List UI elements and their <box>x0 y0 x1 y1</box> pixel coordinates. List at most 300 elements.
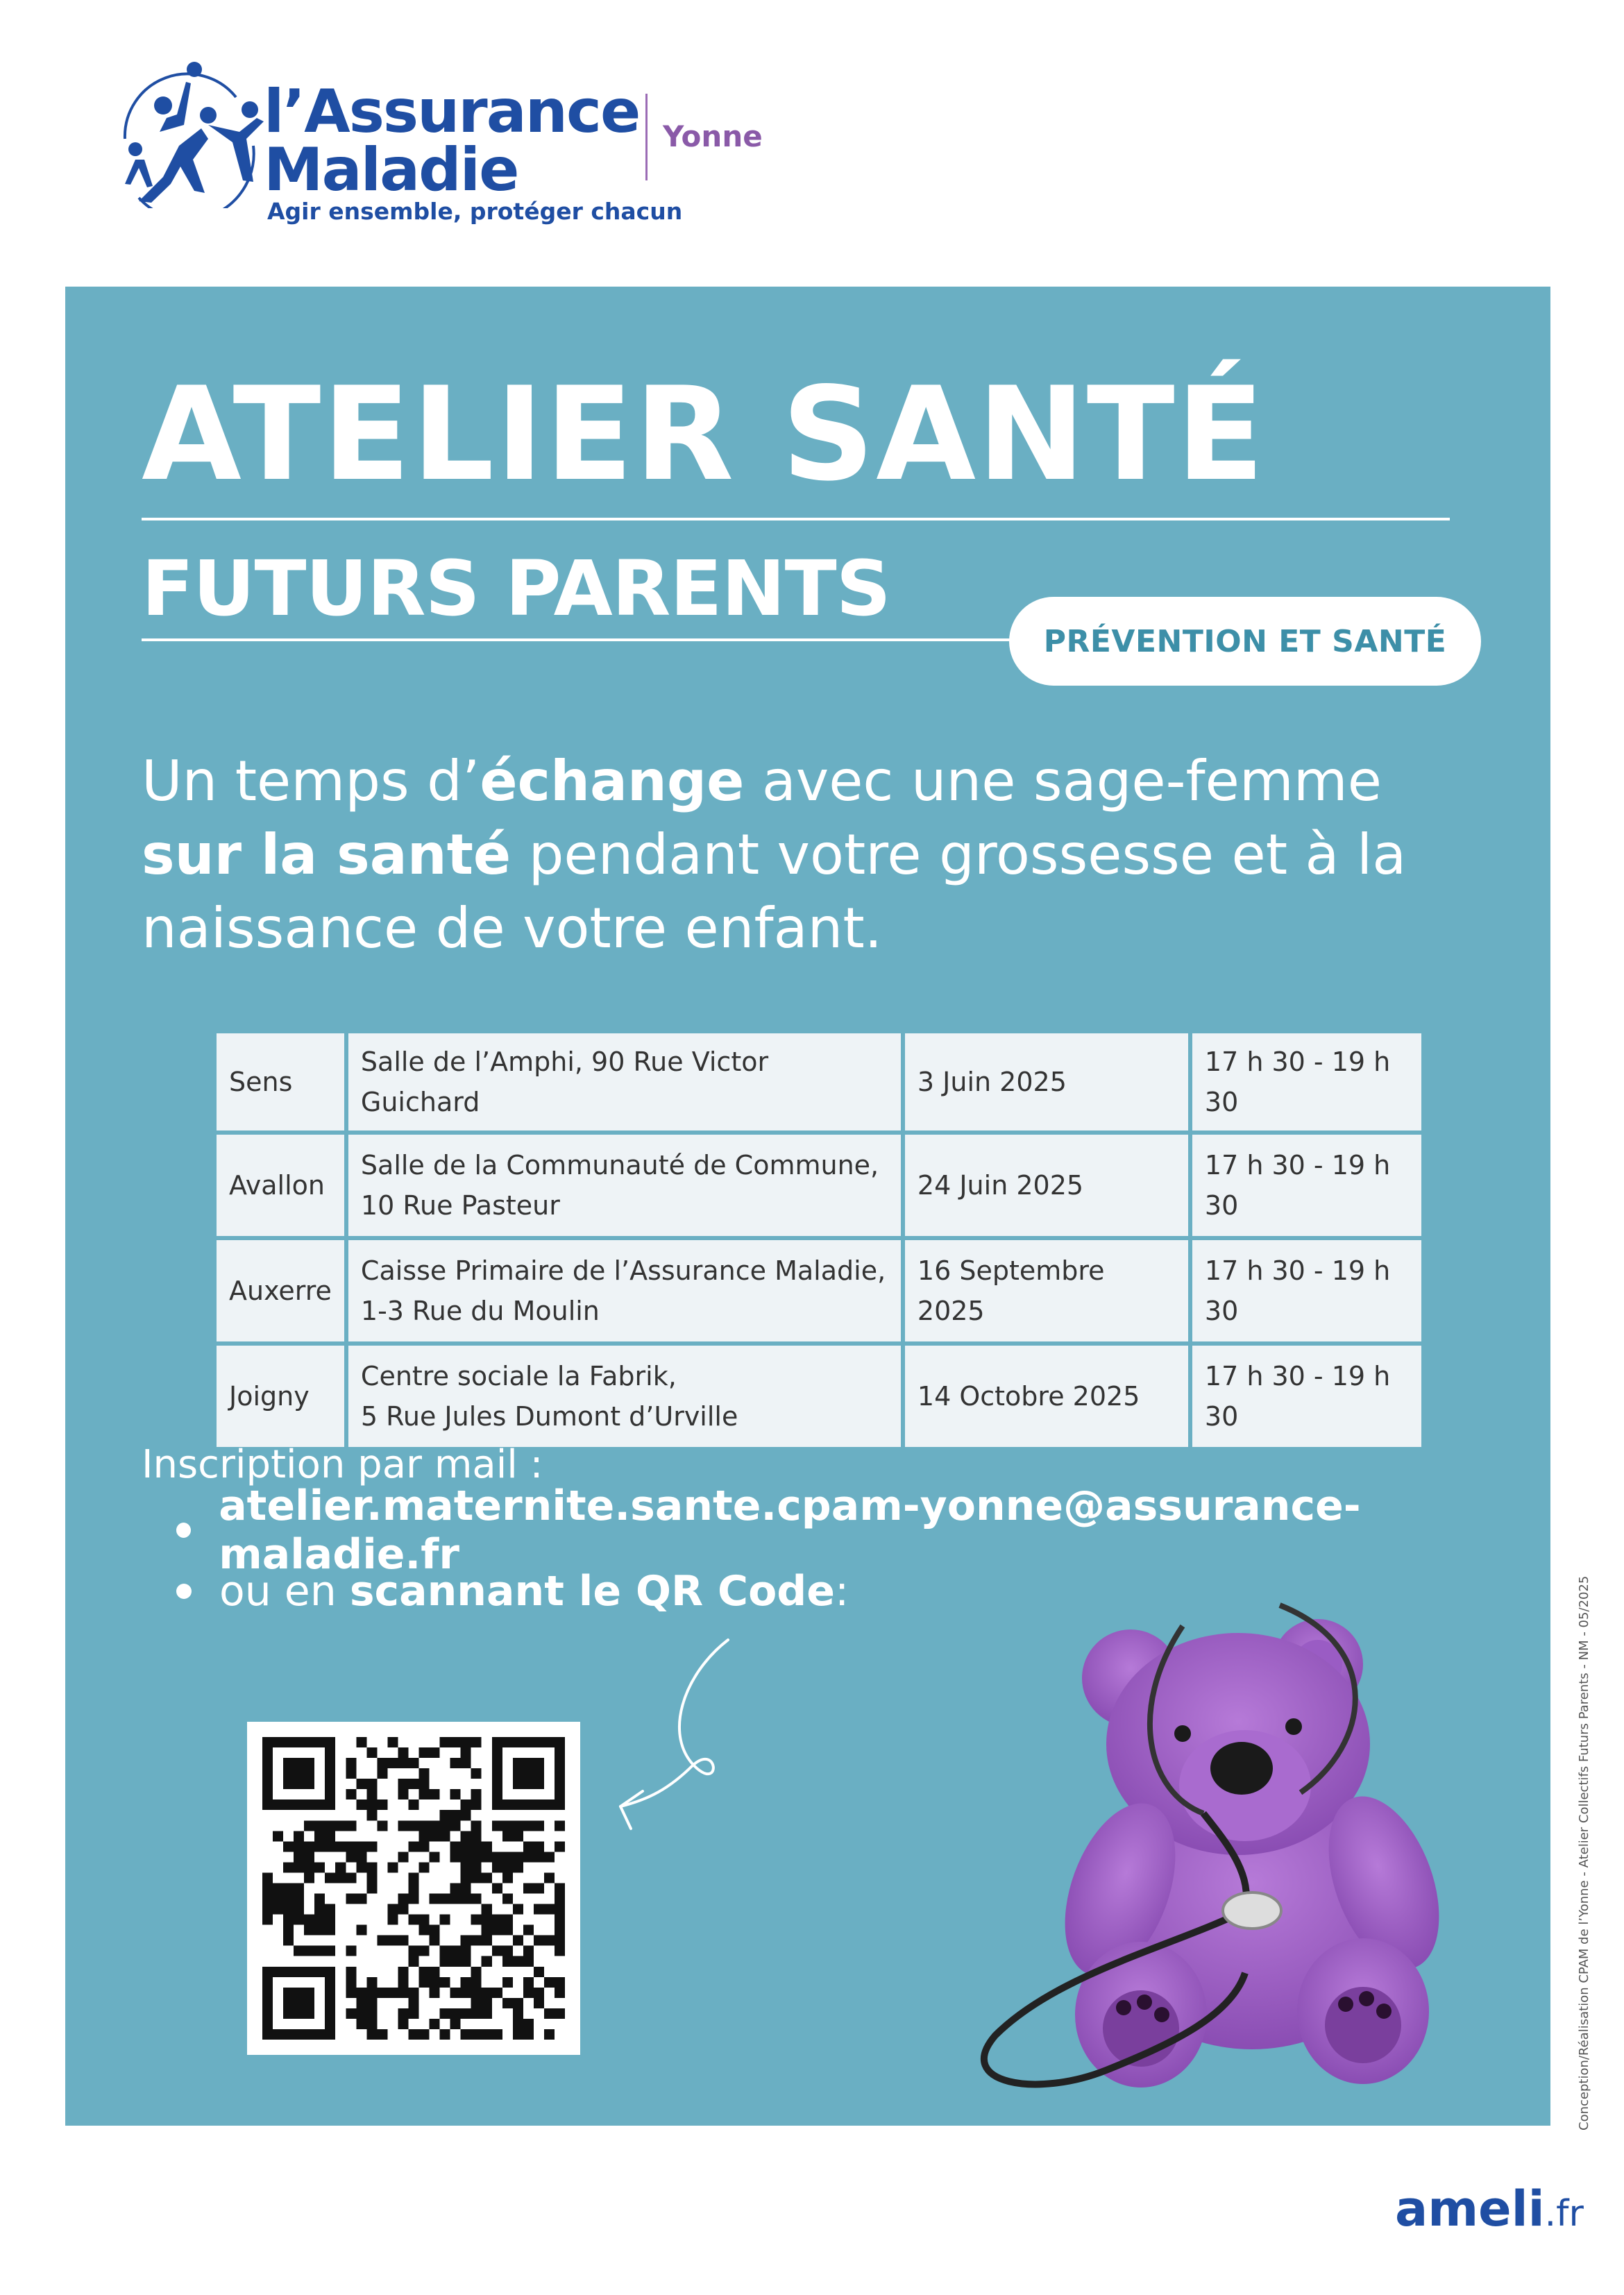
qr-module <box>471 1768 482 1779</box>
qr-module <box>387 1862 398 1872</box>
session-place <box>348 1346 901 1447</box>
qr-module <box>377 1799 387 1810</box>
qr-module <box>325 1779 335 1789</box>
qr-module <box>492 1946 502 1956</box>
qr-module <box>262 1977 273 1988</box>
qr-module <box>294 1799 304 1810</box>
qr-module <box>408 1915 418 1925</box>
qr-module <box>304 1915 314 1925</box>
qr-module <box>544 2008 555 2019</box>
qr-module <box>482 2029 492 2040</box>
qr-module <box>335 1841 346 1852</box>
qr-module <box>398 1977 408 1988</box>
qr-module <box>387 1737 398 1747</box>
qr-module <box>461 1988 471 1998</box>
qr-module <box>314 1862 325 1872</box>
qr-module <box>366 1862 377 1872</box>
qr-module <box>346 1768 356 1779</box>
qr-module <box>356 1841 366 1852</box>
qr-module <box>555 1904 565 1915</box>
session-city: Auxerre <box>217 1240 344 1341</box>
page-title: ATELIER SANTÉ <box>142 359 1266 509</box>
qr-module <box>325 1967 335 1977</box>
qr-module <box>523 1852 534 1862</box>
ameli-tld: .fr <box>1544 2193 1584 2235</box>
qr-module <box>430 1967 440 1977</box>
qr-module <box>492 1883 502 1893</box>
qr-module <box>366 2019 377 2029</box>
qr-module <box>387 1988 398 1998</box>
qr-module <box>492 1768 502 1779</box>
qr-module <box>335 1862 346 1872</box>
qr-module <box>440 1977 450 1988</box>
qr-module <box>555 1915 565 1925</box>
qr-module <box>283 1904 294 1915</box>
qr-module <box>304 1852 314 1862</box>
qr-module <box>513 1852 523 1862</box>
qr-module <box>408 1894 418 1904</box>
qr-module <box>408 1956 418 1967</box>
qr-module <box>471 1967 482 1977</box>
qr-module <box>534 1841 544 1852</box>
qr-module <box>492 1799 502 1810</box>
qr-module <box>461 1946 471 1956</box>
qr-module <box>471 1998 482 2008</box>
qr-module <box>430 1852 440 1862</box>
qr-module <box>325 1747 335 1758</box>
session-date: 16 Septembre 2025 <box>905 1240 1188 1341</box>
qr-module <box>555 1977 565 1988</box>
qr-module <box>304 1820 314 1831</box>
qr-module <box>304 1862 314 1872</box>
qr-module <box>544 1936 555 1946</box>
qr-module <box>314 1737 325 1747</box>
qr-suffix: : <box>834 1567 849 1616</box>
qr-module <box>283 1841 294 1852</box>
qr-module <box>492 1852 502 1862</box>
qr-module <box>555 1988 565 1998</box>
qr-module <box>366 1872 377 1883</box>
qr-module <box>294 1852 304 1862</box>
qr-module <box>523 1988 534 1998</box>
qr-module <box>450 1883 461 1893</box>
qr-module <box>523 1956 534 1967</box>
qr-module <box>273 1904 283 1915</box>
qr-module <box>471 1894 482 1904</box>
qr-module <box>283 1936 294 1946</box>
qr-module <box>461 1747 471 1758</box>
sessions-table <box>212 1029 1426 1451</box>
qr-module <box>471 1841 482 1852</box>
qr-module <box>523 1737 534 1747</box>
qr-module <box>492 1988 502 1998</box>
purple-teddy-bear-with-stethoscope-icon <box>954 1584 1537 2112</box>
qr-module <box>430 1936 440 1946</box>
qr-module <box>450 1956 461 1967</box>
qr-module <box>555 1758 565 1768</box>
qr-module <box>408 2008 418 2019</box>
qr-module <box>513 1831 523 1841</box>
qr-module <box>430 1820 440 1831</box>
qr-module <box>502 1862 513 1872</box>
qr-module <box>555 1894 565 1904</box>
qr-module <box>283 1915 294 1925</box>
qr-module <box>408 1883 418 1893</box>
qr-module <box>283 2008 294 2019</box>
qr-module <box>356 1862 366 1872</box>
qr-module <box>555 1820 565 1831</box>
qr-module <box>335 1872 346 1883</box>
qr-module <box>304 1967 314 1977</box>
qr-module <box>430 1925 440 1936</box>
qr-module <box>408 1758 418 1768</box>
qr-module <box>502 1925 513 1936</box>
qr-module <box>513 2008 523 2019</box>
session-city: Joigny <box>217 1346 344 1447</box>
qr-module <box>262 2019 273 2029</box>
qr-module <box>262 1872 273 1883</box>
qr-module <box>366 1799 377 1810</box>
qr-module <box>398 1904 408 1915</box>
qr-module <box>513 1904 523 1915</box>
qr-module <box>523 1883 534 1893</box>
qr-module <box>555 1768 565 1779</box>
session-place-line2: 5 Rue Jules Dumont d’Urville <box>360 1401 738 1432</box>
qr-module <box>555 1883 565 1893</box>
qr-module <box>430 1789 440 1799</box>
qr-module <box>419 1977 430 1988</box>
qr-module <box>492 1779 502 1789</box>
qr-module <box>461 1894 471 1904</box>
qr-module <box>440 1946 450 1956</box>
qr-module <box>283 1862 294 1872</box>
qr-module <box>408 1998 418 2008</box>
qr-module <box>471 1936 482 1946</box>
qr-module <box>534 1936 544 1946</box>
qr-module <box>513 2029 523 2040</box>
qr-module <box>408 1779 418 1789</box>
qr-module <box>262 1747 273 1758</box>
qr-module <box>398 1988 408 1998</box>
qr-module <box>482 1956 492 1967</box>
qr-module <box>461 1810 471 1820</box>
qr-module <box>502 1872 513 1883</box>
qr-module <box>419 1925 430 1936</box>
qr-module <box>366 1841 377 1852</box>
qr-module <box>555 1779 565 1789</box>
qr-module <box>314 1946 325 1956</box>
qr-module <box>398 1779 408 1789</box>
qr-module <box>283 1758 294 1768</box>
qr-module <box>314 1915 325 1925</box>
qr-module <box>325 1915 335 1925</box>
qr-module <box>513 1820 523 1831</box>
session-city: Avallon <box>217 1135 344 1236</box>
qr-module <box>440 1956 450 1967</box>
qr-module <box>294 1841 304 1852</box>
qr-module <box>283 1779 294 1789</box>
qr-module <box>356 2008 366 2019</box>
qr-module <box>325 1768 335 1779</box>
qr-module <box>555 2008 565 2019</box>
qr-module <box>408 1799 418 1810</box>
qr-module <box>366 1789 377 1799</box>
qr-module <box>482 1872 492 1883</box>
qr-module <box>544 1852 555 1862</box>
qr-module <box>294 1831 304 1841</box>
qr-module <box>377 1820 387 1831</box>
qr-module <box>523 1925 534 1936</box>
qr-module <box>430 1894 440 1904</box>
qr-module <box>283 1768 294 1779</box>
qr-module <box>534 1852 544 1862</box>
qr-module <box>555 1747 565 1758</box>
qr-module <box>366 2008 377 2019</box>
qr-module <box>555 1936 565 1946</box>
qr-module <box>283 1894 294 1904</box>
qr-module <box>440 1737 450 1747</box>
qr-module <box>523 1977 534 1988</box>
qr-module <box>387 1936 398 1946</box>
qr-module <box>482 1925 492 1936</box>
qr-module <box>294 1915 304 1925</box>
qr-module <box>262 1998 273 2008</box>
qr-module <box>398 2008 408 2019</box>
qr-module <box>461 2008 471 2019</box>
qr-module <box>325 1799 335 1810</box>
session-date: 24 Juin 2025 <box>905 1135 1188 1236</box>
qr-module <box>471 1852 482 1862</box>
qr-module <box>450 1988 461 1998</box>
session-time: 17 h 30 - 19 h 30 <box>1192 1135 1421 1236</box>
qr-code[interactable] <box>247 1722 580 2055</box>
qr-module <box>325 1998 335 2008</box>
qr-module <box>461 1883 471 1893</box>
qr-module <box>450 1894 461 1904</box>
qr-module <box>450 1789 461 1799</box>
qr-module <box>430 1831 440 1841</box>
qr-module <box>273 1799 283 1810</box>
qr-module <box>356 1925 366 1936</box>
qr-module <box>325 1988 335 1998</box>
qr-module <box>356 1998 366 2008</box>
qr-module <box>555 1799 565 1810</box>
brand-tagline: Agir ensemble, protéger chacun <box>267 198 683 225</box>
qr-module <box>502 1946 513 1956</box>
qr-module <box>325 1925 335 1936</box>
session-date: 3 Juin 2025 <box>905 1033 1188 1130</box>
qr-module <box>461 1841 471 1852</box>
session-place-line1: Salle de l’Amphi, 90 Rue Victor Guichard <box>360 1047 769 1117</box>
qr-module <box>471 1789 482 1799</box>
qr-module <box>482 1988 492 1998</box>
qr-module <box>325 1904 335 1915</box>
qr-module <box>534 1768 544 1779</box>
bullet-icon <box>176 1523 191 1538</box>
qr-module <box>450 1946 461 1956</box>
qr-module <box>450 1841 461 1852</box>
qr-module <box>346 1852 356 1862</box>
page-subtitle: FUTURS PARENTS <box>142 544 890 633</box>
qr-module <box>346 1872 356 1883</box>
qr-module <box>461 2029 471 2040</box>
qr-module <box>471 2008 482 2019</box>
qr-module <box>262 1967 273 1977</box>
session-place-line2: 10 Rue Pasteur <box>360 1190 560 1221</box>
qr-module <box>314 2029 325 2040</box>
session-place <box>348 1135 901 1236</box>
qr-module <box>408 1946 418 1956</box>
qr-module <box>262 1883 273 1893</box>
qr-module <box>471 1915 482 1925</box>
qr-module <box>471 1799 482 1810</box>
qr-module <box>294 1904 304 1915</box>
session-place <box>348 1033 901 1130</box>
qr-module <box>419 1915 430 1925</box>
qr-module <box>450 1820 461 1831</box>
qr-module <box>314 1820 325 1831</box>
qr-module <box>325 1831 335 1841</box>
qr-module <box>440 1820 450 1831</box>
qr-module <box>262 1904 273 1915</box>
qr-module <box>502 1820 513 1831</box>
qr-module <box>450 1737 461 1747</box>
qr-module <box>304 1925 314 1936</box>
qr-module <box>294 1967 304 1977</box>
qr-module <box>398 1936 408 1946</box>
category-badge: PRÉVENTION ET SANTÉ <box>1009 597 1481 686</box>
qr-module <box>304 1998 314 2008</box>
qr-module <box>502 1915 513 1925</box>
qr-module <box>482 1998 492 2008</box>
qr-module <box>440 1831 450 1841</box>
qr-module <box>492 1758 502 1768</box>
qr-module <box>346 1988 356 1998</box>
qr-module <box>482 1904 492 1915</box>
qr-module <box>304 1872 314 1883</box>
qr-module <box>325 1789 335 1799</box>
qr-module <box>471 1820 482 1831</box>
registration-label: Inscription par mail : <box>142 1442 543 1487</box>
qr-module <box>377 1758 387 1768</box>
qr-module <box>346 1977 356 1988</box>
qr-module <box>325 2008 335 2019</box>
qr-module <box>513 1936 523 1946</box>
qr-module <box>492 1820 502 1831</box>
qr-module <box>294 1862 304 1872</box>
qr-module <box>482 2008 492 2019</box>
qr-module <box>492 1915 502 1925</box>
qr-module <box>294 2008 304 2019</box>
qr-module <box>523 1799 534 1810</box>
qr-module <box>356 1737 366 1747</box>
qr-module <box>356 1779 366 1789</box>
qr-module <box>346 1758 356 1768</box>
qr-module <box>356 1894 366 1904</box>
session-place <box>348 1240 901 1341</box>
qr-module <box>387 1758 398 1768</box>
qr-module <box>513 1737 523 1747</box>
qr-module <box>534 1779 544 1789</box>
table-row <box>217 1240 1421 1341</box>
qr-module <box>523 1820 534 1831</box>
qr-module <box>408 1820 418 1831</box>
table-row <box>217 1033 1421 1130</box>
session-time: 17 h 30 - 19 h 30 <box>1192 1033 1421 1130</box>
region-label: Yonne <box>663 119 763 153</box>
table-row <box>217 1346 1421 1447</box>
qr-module <box>534 1883 544 1893</box>
qr-module <box>262 1799 273 1810</box>
session-date: 14 Octobre 2025 <box>905 1346 1188 1447</box>
qr-module <box>387 1915 398 1925</box>
qr-module <box>555 1737 565 1747</box>
brand-logo <box>97 56 683 225</box>
qr-module <box>314 1799 325 1810</box>
qr-module <box>461 1977 471 1988</box>
qr-module <box>294 1988 304 1998</box>
qr-module <box>387 1904 398 1915</box>
qr-module <box>262 1915 273 1925</box>
assurance-maladie-family-logo-icon <box>97 56 264 208</box>
session-place-line1: Caisse Primaire de l’Assurance Maladie, <box>360 1255 886 1286</box>
qr-module <box>544 1799 555 1810</box>
qr-module <box>482 1852 492 1862</box>
qr-module <box>294 1883 304 1893</box>
qr-module <box>325 1946 335 1956</box>
qr-module <box>398 2019 408 2029</box>
qr-module <box>461 1862 471 1872</box>
brand-name-line2: Maladie <box>264 135 518 205</box>
qr-module <box>461 1872 471 1883</box>
qr-module <box>513 1862 523 1872</box>
qr-module <box>273 1883 283 1893</box>
registration-email-link[interactable]: atelier.maternite.sante.cpam-yonne@assurance-maladie.fr <box>219 1482 1361 1579</box>
qr-module <box>534 1758 544 1768</box>
qr-module <box>555 1841 565 1852</box>
qr-module <box>283 1925 294 1936</box>
qr-module <box>283 1998 294 2008</box>
qr-module <box>366 1998 377 2008</box>
qr-module <box>314 1841 325 1852</box>
ameli-logo[interactable] <box>1395 2180 1584 2237</box>
session-place-line1: Centre sociale la Fabrik, <box>360 1361 677 1391</box>
qr-module <box>555 1946 565 1956</box>
qr-module <box>440 1894 450 1904</box>
qr-module <box>398 1820 408 1831</box>
qr-module <box>492 1789 502 1799</box>
list-item <box>176 1482 1550 1579</box>
qr-module <box>492 1862 502 1872</box>
qr-module <box>492 1747 502 1758</box>
qr-module <box>325 2019 335 2029</box>
qr-module <box>430 2019 440 2029</box>
qr-module <box>366 1779 377 1789</box>
qr-module <box>544 1872 555 1883</box>
subtitle-underline <box>142 638 1085 641</box>
qr-module <box>502 1956 513 1967</box>
session-time: 17 h 30 - 19 h 30 <box>1192 1240 1421 1341</box>
session-time: 17 h 30 - 19 h 30 <box>1192 1346 1421 1447</box>
qr-module <box>450 2019 461 2029</box>
qr-module <box>377 1988 387 1998</box>
qr-module <box>294 1768 304 1779</box>
qr-module <box>419 1967 430 1977</box>
qr-module <box>283 2029 294 2040</box>
qr-module <box>513 1758 523 1768</box>
qr-module <box>366 1883 377 1893</box>
qr-module <box>273 2029 283 2040</box>
